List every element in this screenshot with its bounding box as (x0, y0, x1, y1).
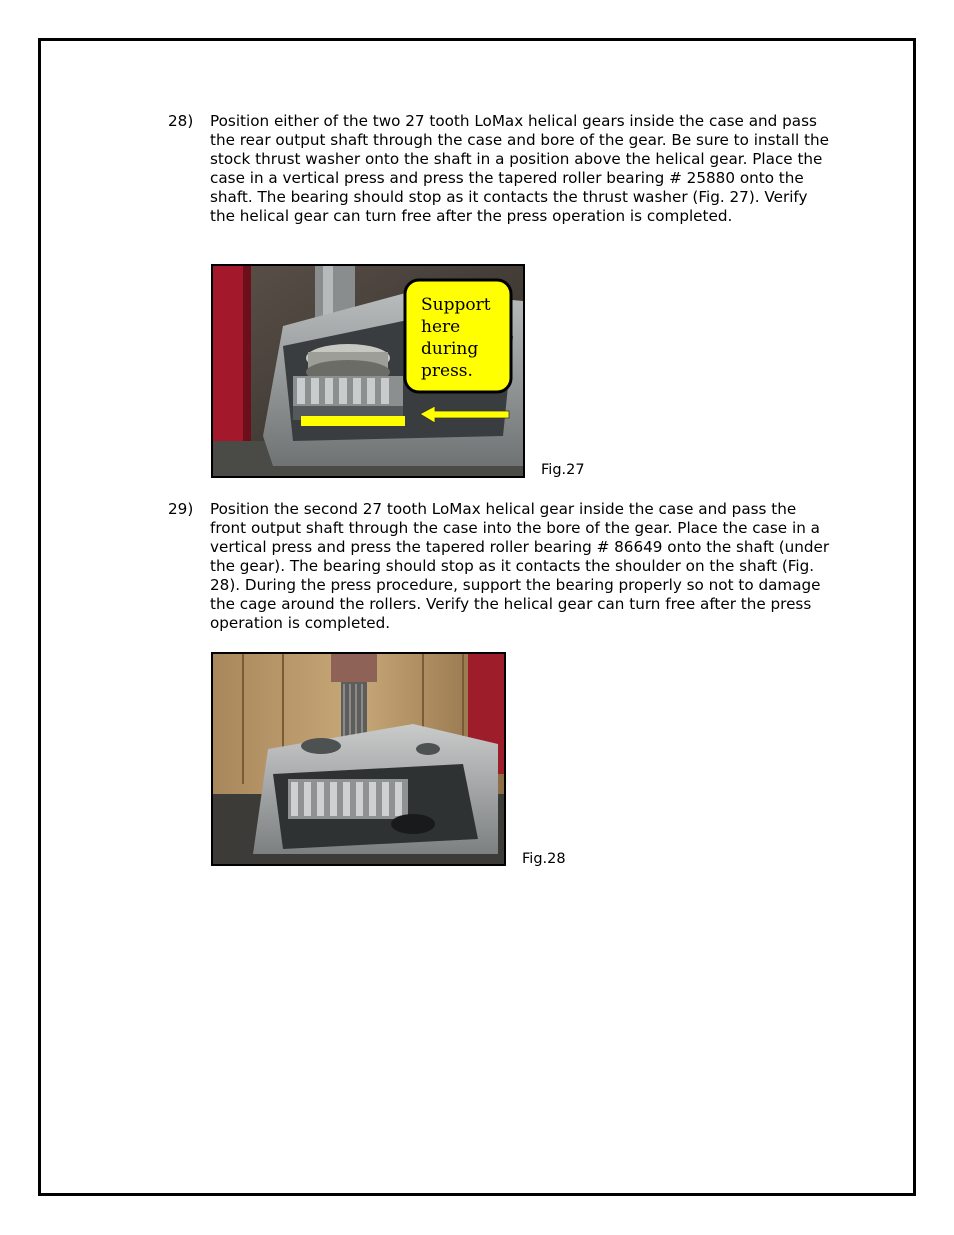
callout-line: press. (421, 361, 473, 381)
callout-line: Support (421, 295, 491, 315)
callout-line: during (421, 339, 479, 359)
step-text: Position either of the two 27 tooth LoMax helical gears inside the case and pass the rear output shaft through the case and bore of the gear. Be sure to install the stock thrust washer onto the shaft in a position above the helical gear. Place the case in a vertical press and press the tapered roller bearing # 25880 onto the shaft. The bearing should stop as it contacts the thrust washer (Fig. 27). Verify the helical gear can turn free after the press operation is completed. (210, 112, 829, 225)
support-marker (301, 416, 405, 426)
figure-28-photo (211, 652, 506, 866)
figure-28-caption: Fig.28 (522, 851, 566, 867)
callout-line: here (421, 317, 461, 337)
figure-27-photo (211, 264, 525, 478)
step-text: Position the second 27 tooth LoMax helical gear inside the case and pass the front output shaft through the case into the bore of the gear. Place the case in a vertical press and press the tapered roller bearing # 86649 onto the shaft (under the gear). The bearing should stop as it contacts the shoulder on the shaft (Fig. 28). During the press procedure, support the bearing properly so not to damage the cage around the rollers. Verify the helical gear can turn free after the press operation is completed. (210, 500, 830, 632)
step-number: 28) (168, 112, 194, 130)
step-number: 29) (168, 500, 194, 518)
figure-27-caption: Fig.27 (541, 462, 585, 478)
